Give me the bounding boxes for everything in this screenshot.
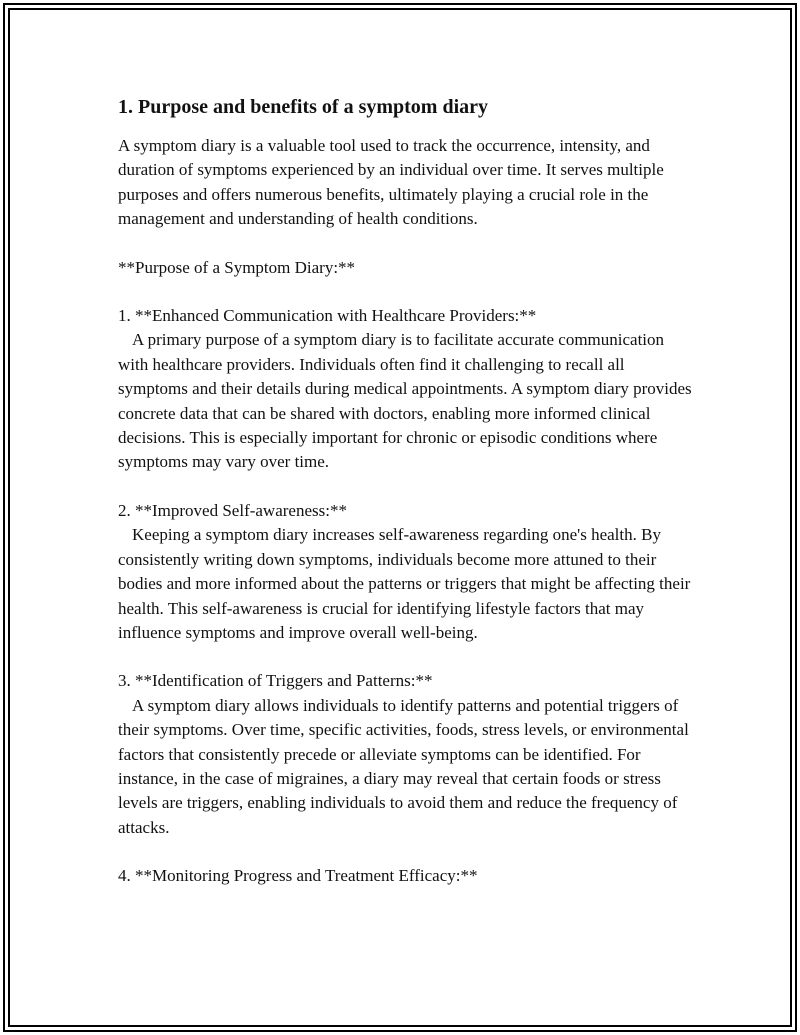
list-item-body: A symptom diary allows individuals to identify patterns and potential triggers of their symptoms. Over time, specific activities, foods, stress levels, or environmental factors that consistently precede or alleviate symptoms can be identified. For instance, in the case of migraines, a diary may reveal that certain foods or stress levels are triggers, enabling individuals to avoid them and reduce the frequency of attacks. [118,695,689,837]
list-item [118,499,693,645]
document-content [118,94,693,913]
list-item [118,304,693,475]
section-label: **Purpose of a Symptom Diary:** [118,257,356,277]
list-item-title: 3. **Identification of Triggers and Patterns:** [118,671,433,691]
section-heading: 1. Purpose and benefits of a symptom diary [118,96,489,118]
list-item-title: 2. **Improved Self-awareness:** [118,500,347,520]
list-item-body: Keeping a symptom diary increases self-awareness regarding one's health. By consistently writing down symptoms, individuals become more attuned to their bodies and more informed about the patterns or triggers that might be affecting their health. This self-awareness is crucial for identifying lifestyle factors that may influence symptoms and improve overall well-being. [118,525,691,642]
list-item [118,669,693,840]
list-item-title: 1. **Enhanced Communication with Healthcare Providers:** [118,306,537,326]
intro-paragraph: A symptom diary is a valuable tool used to track the occurrence, intensity, and duration of symptoms experienced by an individual over time. It serves multiple purposes and offers numerous benefits, ultimately playing a crucial role in the management and understanding of health conditions. [118,136,664,229]
list-item-title: 4. **Monitoring Progress and Treatment Efficacy:** [118,866,478,886]
list-item [118,864,693,888]
list-item-body: A primary purpose of a symptom diary is to facilitate accurate communication with healthcare providers. Individuals often find it challenging to recall all symptoms and their details during medical appointments. A symptom diary provides concrete data that can be shared with doctors, enabling more informed clinical decisions. This is especially important for chronic or episodic conditions where symptoms may vary over time. [118,330,692,472]
